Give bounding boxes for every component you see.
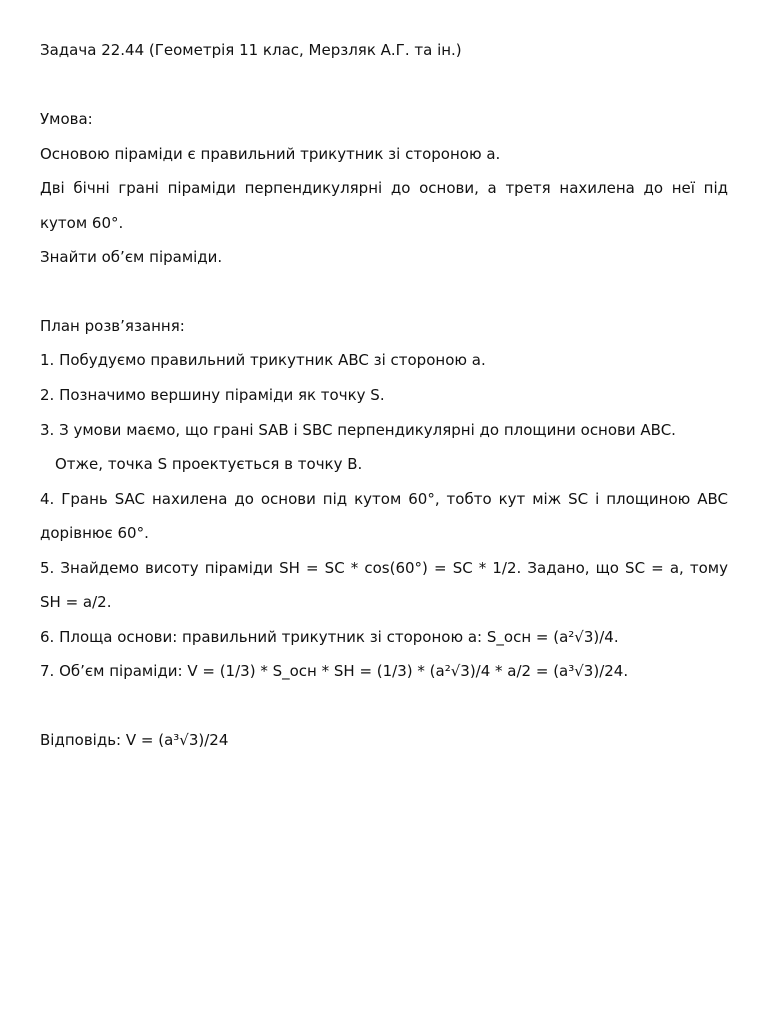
plan-step: SH = a/2. (40, 593, 112, 611)
plan-step: 3. З умови маємо, що грані SAB і SBC перпендикулярні до площини основи ABC. (40, 421, 676, 439)
condition-line: кутом 60°. (40, 214, 124, 232)
plan-step: 6. Площа основи: правильний трикутник зі стороною a: S_осн = (a²√3)/4. (40, 628, 619, 646)
condition-line: Знайти об’єм піраміди. (40, 248, 223, 266)
plan-step: 2. Позначимо вершину піраміди як точку S. (40, 386, 385, 404)
plan-step: 1. Побудуємо правильний трикутник ABC зі стороною a. (40, 351, 486, 369)
plan-step: 4. Грань SAC нахилена до основи під кутом 60°, тобто кут між SC і площиною ABC (40, 490, 728, 508)
plan-step: 5. Знайдемо висоту піраміди SH = SC * cos(60°) = SC * 1/2. Задано, що SC = a, тому (40, 559, 728, 577)
condition-heading: Умова: (40, 110, 93, 128)
condition-line: Основою піраміди є правильний трикутник зі стороною a. (40, 145, 501, 163)
condition-line: Дві бічні грані піраміди перпендикулярні до основи, а третя нахилена до неї під (40, 179, 728, 197)
plan-heading: План розв’язання: (40, 317, 185, 335)
plan-step: дорівнює 60°. (40, 524, 149, 542)
problem-title: Задача 22.44 (Геометрія 11 клас, Мерзляк А.Г. та ін.) (40, 41, 462, 59)
plan-step: Отже, точка S проектується в точку B. (55, 455, 363, 473)
plan-step: 7. Об’єм піраміди: V = (1/3) * S_осн * SH = (1/3) * (a²√3)/4 * a/2 = (a³√3)/24. (40, 662, 629, 680)
answer-line: Відповідь: V = (a³√3)/24 (40, 731, 229, 749)
